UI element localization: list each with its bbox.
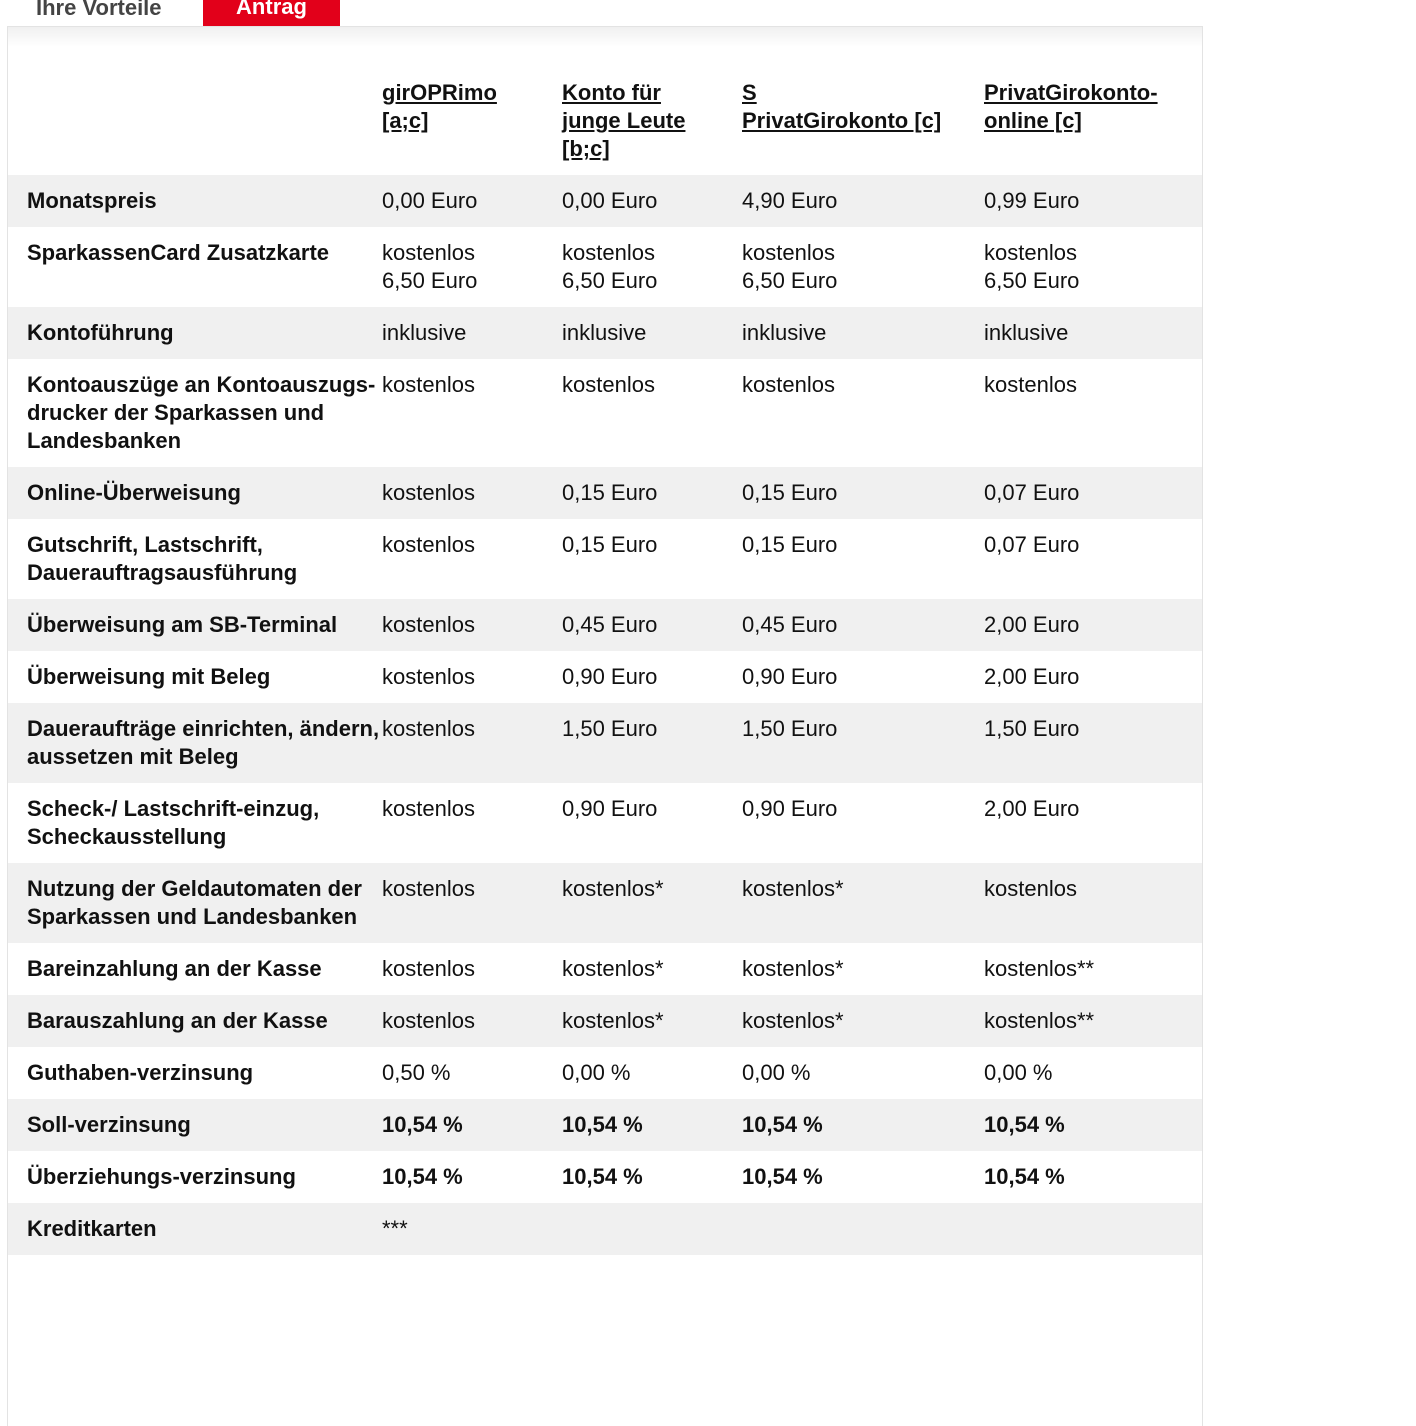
row-value: kostenlos* xyxy=(562,1008,664,1033)
row-value: 10,54 % xyxy=(562,1112,643,1137)
row-label: Monatspreis xyxy=(27,188,157,213)
row-value: kostenlos xyxy=(382,664,475,689)
row-value: 0,50 % xyxy=(382,1060,451,1085)
row-value: 4,90 Euro xyxy=(742,188,838,213)
row-value: 0,90 Euro xyxy=(742,796,838,821)
row-value: inklusive xyxy=(984,320,1069,345)
row-label: Kontoführung xyxy=(27,320,174,345)
table-row xyxy=(8,175,1202,227)
row-value: *** xyxy=(382,1216,408,1241)
row-value: kostenlos xyxy=(742,372,835,397)
row-label: Gutschrift, Lastschrift, Dauerauftragsausführung xyxy=(27,532,298,585)
row-value: kostenlos xyxy=(382,532,475,557)
row-value: kostenlos* xyxy=(562,956,664,981)
row-value: kostenlos xyxy=(562,372,655,397)
table-row xyxy=(8,599,1202,651)
row-label: Scheck-/ Lastschrift-einzug, Scheckausstellung xyxy=(27,796,320,849)
row-value: 0,45 Euro xyxy=(562,612,658,637)
row-value: 1,50 Euro xyxy=(562,716,658,741)
row-value: kostenlos xyxy=(382,1008,475,1033)
table-row xyxy=(8,307,1202,359)
row-value: 2,00 Euro xyxy=(984,664,1080,689)
row-value: 0,99 Euro xyxy=(984,188,1080,213)
row-value: 0,00 % xyxy=(562,1060,631,1085)
row-label: Kreditkarten xyxy=(27,1216,157,1241)
row-value xyxy=(984,1203,1202,1255)
row-label: Nutzung der Geldautomaten der Sparkassen und Landesbanken xyxy=(27,876,362,929)
row-value: kostenlos xyxy=(382,956,475,981)
column-name-line: [a;c] xyxy=(382,108,429,133)
row-value: 0,00 % xyxy=(742,1060,811,1085)
row-value: 0,07 Euro xyxy=(984,480,1080,505)
row-value: kostenlos xyxy=(382,796,475,821)
row-value: 10,54 % xyxy=(742,1112,823,1137)
row-value: kostenlos xyxy=(382,372,475,397)
column-link-konto-junge-leute[interactable] xyxy=(562,80,685,161)
row-value: 0,00 Euro xyxy=(382,188,478,213)
row-value: 0,45 Euro xyxy=(742,612,838,637)
row-value: inklusive xyxy=(742,320,827,345)
row-value xyxy=(742,1203,984,1255)
row-value: inklusive xyxy=(562,320,647,345)
table-body xyxy=(8,175,1202,1255)
table-row xyxy=(8,943,1202,995)
row-label: Daueraufträge einrichten, ändern, aussetzen mit Beleg xyxy=(27,716,380,769)
row-value: kostenlos* xyxy=(562,876,664,901)
row-value: 2,00 Euro xyxy=(984,796,1080,821)
tab-bar xyxy=(0,0,1416,28)
row-label: Überziehungs-verzinsung xyxy=(27,1164,296,1189)
column-header xyxy=(562,79,742,175)
row-value: 0,15 Euro xyxy=(742,480,838,505)
row-value: 0,90 Euro xyxy=(742,664,838,689)
row-label: SparkassenCard Zusatzkarte xyxy=(27,240,330,265)
table-row xyxy=(8,783,1202,863)
column-name-line: PrivatGirokonto [c] xyxy=(742,108,942,133)
panel-top-shade xyxy=(8,27,1202,47)
row-value: 0,90 Euro xyxy=(562,796,658,821)
row-value: kostenlos 6,50 Euro xyxy=(562,240,658,293)
row-value: kostenlos** xyxy=(984,956,1095,981)
table-row xyxy=(8,1099,1202,1151)
row-label: Online-Überweisung xyxy=(27,480,241,505)
row-value xyxy=(562,1203,742,1255)
comparison-panel xyxy=(7,26,1203,1426)
row-value: inklusive xyxy=(382,320,467,345)
row-value: kostenlos 6,50 Euro xyxy=(984,240,1080,293)
row-value: 2,00 Euro xyxy=(984,612,1080,637)
table-row xyxy=(8,1203,1202,1255)
row-value: 0,07 Euro xyxy=(984,532,1080,557)
table-row xyxy=(8,651,1202,703)
row-value: kostenlos** xyxy=(984,1008,1095,1033)
row-value: kostenlos xyxy=(984,372,1077,397)
header-empty-cell xyxy=(8,79,382,175)
row-value: 1,50 Euro xyxy=(984,716,1080,741)
table-row xyxy=(8,995,1202,1047)
table-row xyxy=(8,1047,1202,1099)
row-label: Überweisung am SB-Terminal xyxy=(27,612,338,637)
column-name-line: junge Leute xyxy=(562,108,686,133)
row-label: Soll-verzinsung xyxy=(27,1112,191,1137)
row-value: 0,00 Euro xyxy=(562,188,658,213)
row-value: 10,54 % xyxy=(984,1164,1065,1189)
row-value: kostenlos 6,50 Euro xyxy=(742,240,838,293)
tab-ihre-vorteile[interactable]: Ihre Vorteile xyxy=(36,0,162,20)
row-label: Barauszahlung an der Kasse xyxy=(27,1008,328,1033)
row-value: 0,15 Euro xyxy=(562,480,658,505)
row-value: 10,54 % xyxy=(742,1164,823,1189)
row-value: 10,54 % xyxy=(984,1112,1065,1137)
table-row xyxy=(8,359,1202,467)
row-value: kostenlos xyxy=(382,612,475,637)
row-value: kostenlos* xyxy=(742,1008,844,1033)
row-value: 0,15 Euro xyxy=(742,532,838,557)
row-value: 0,15 Euro xyxy=(562,532,658,557)
row-value: 10,54 % xyxy=(562,1164,643,1189)
column-link-privatgirokonto-online[interactable] xyxy=(984,80,1158,133)
comparison-table xyxy=(8,79,1202,1255)
tab-antrag[interactable]: Antrag xyxy=(203,0,340,26)
row-value: kostenlos xyxy=(984,876,1077,901)
row-label: Guthaben-verzinsung xyxy=(27,1060,254,1085)
table-row xyxy=(8,863,1202,943)
column-link-s-privatgirokonto[interactable] xyxy=(742,80,941,133)
row-value: kostenlos 6,50 Euro xyxy=(382,240,478,293)
row-value: kostenlos* xyxy=(742,956,844,981)
row-value: kostenlos xyxy=(382,716,475,741)
column-header xyxy=(742,79,984,175)
column-name-line: [b;c] xyxy=(562,136,610,161)
table-header xyxy=(8,79,1202,175)
row-value: 1,50 Euro xyxy=(742,716,838,741)
row-value: 10,54 % xyxy=(382,1112,463,1137)
column-header xyxy=(382,79,562,175)
table-row xyxy=(8,703,1202,783)
column-header xyxy=(984,79,1202,175)
column-name-line: S xyxy=(742,80,757,105)
row-value: kostenlos xyxy=(382,480,475,505)
column-link-giroprimo[interactable] xyxy=(382,80,497,133)
table-row xyxy=(8,467,1202,519)
row-value: kostenlos* xyxy=(742,876,844,901)
table-row xyxy=(8,1151,1202,1203)
row-value: 0,90 Euro xyxy=(562,664,658,689)
row-value: 0,00 % xyxy=(984,1060,1053,1085)
row-label: Kontoauszüge an Kontoauszugs-drucker der Sparkassen und Landesbanken xyxy=(27,372,376,453)
column-name-line: girOPRimo xyxy=(382,80,497,105)
row-value: 10,54 % xyxy=(382,1164,463,1189)
row-value: kostenlos xyxy=(382,876,475,901)
table-row xyxy=(8,227,1202,307)
row-label: Überweisung mit Beleg xyxy=(27,664,271,689)
column-name-line: online [c] xyxy=(984,108,1082,133)
column-name-line: Konto für xyxy=(562,80,661,105)
column-name-line: PrivatGirokonto- xyxy=(984,80,1158,105)
table-row xyxy=(8,519,1202,599)
row-label: Bareinzahlung an der Kasse xyxy=(27,956,322,981)
